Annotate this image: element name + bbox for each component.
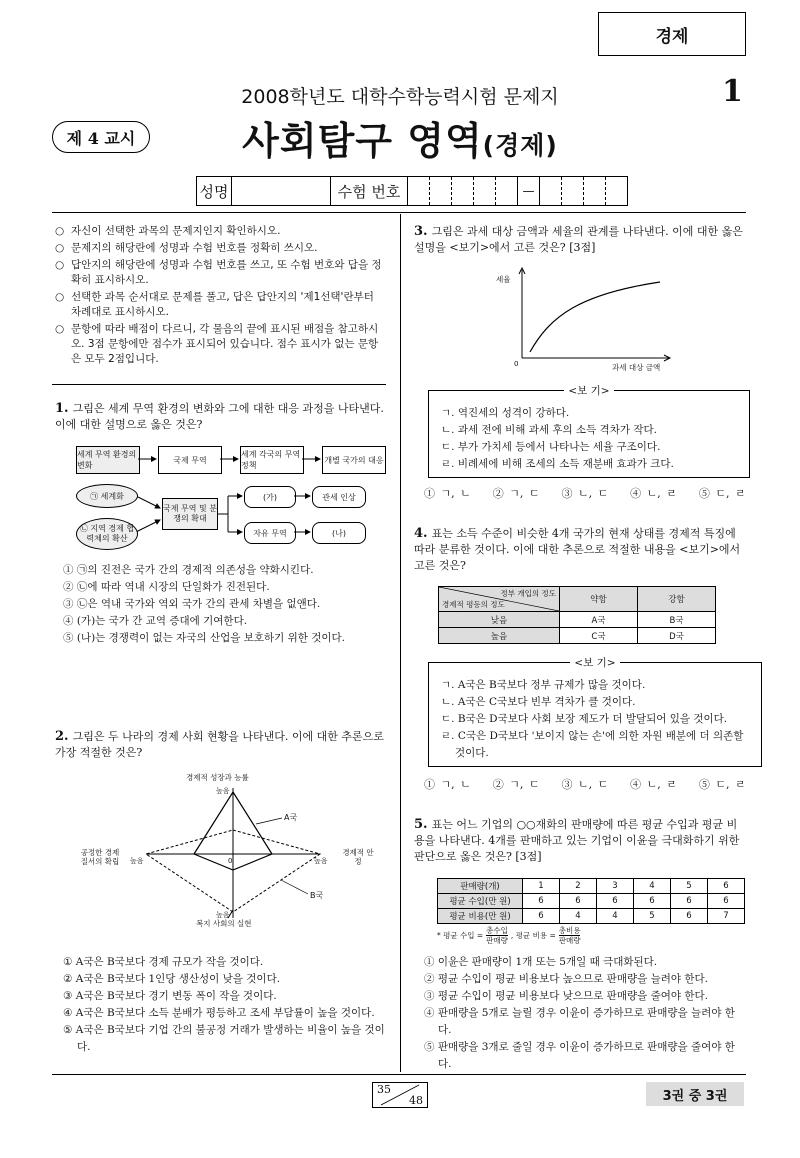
q4-text: 표는 소득 수준이 비슷한 4개 국가의 현재 상태를 경제적 특징에 따라 분류한 것이다. 이에 대한 추론으로 적절한 내용을 <보기>에서 고른 것은?: [414, 527, 741, 572]
axis-top-label: 경제적 성장과 능률: [186, 773, 249, 782]
y-axis-label: 세율: [496, 275, 511, 284]
instruction-item: ○ 답안지의 해당란에 성명과 수험 번호를 쓰고, 또 수험 번호와 답을 정확히 표시하시오.: [55, 259, 382, 286]
row-header: 평균 수입(만 원): [438, 894, 523, 909]
table-cell: 4: [560, 909, 597, 924]
choice-item[interactable]: ① A국은 B국보다 경제 규모가 작을 것이다.: [63, 956, 264, 968]
x-axis-label: 과세 대상 금액: [612, 363, 661, 372]
name-field[interactable]: [232, 177, 331, 205]
bogi-item: ㄷ. 부가 가치세 등에서 나타나는 세율 구조이다.: [441, 441, 661, 453]
q3-graph: [496, 266, 680, 376]
label-a: A국: [284, 813, 298, 822]
name-label: 성명: [197, 177, 232, 205]
oval-regional: ㉡ 지역 경제 협력체의 확산: [76, 518, 138, 550]
row-header: 낮음: [439, 612, 560, 628]
q1-text: 그림은 세계 무역 환경의 변화와 그에 대한 대응 과정을 나타낸다. 이에 대한 설명으로 옳은 것은?: [55, 402, 384, 431]
choice-item[interactable]: ⑤ (나)는 경쟁력이 없는 자국의 산업을 보호하기 위한 것이다.: [63, 632, 346, 644]
exam-no-digit[interactable]: [562, 177, 584, 205]
q4-number: 4.: [414, 526, 428, 541]
q3-text: 그림은 과세 대상 금액과 세율의 관계를 나타낸다. 이에 대한 옳은 설명을 <보기>에서 고른 것은? [3점]: [414, 225, 743, 254]
bogi-item: ㄹ. C국은 D국보다 '보이지 않는 손'에 의한 자원 배분에 더 의존할 것이다.: [441, 730, 744, 759]
q5-note: [437, 924, 747, 946]
row-header: 높음: [439, 628, 560, 644]
tick-top-high: 높음: [216, 787, 230, 795]
oval-globalization: ㉠ 세계화: [76, 484, 138, 508]
box-tariff: 관세 인상: [312, 486, 366, 508]
q3-bogi: [428, 385, 750, 478]
bogi-item: ㄱ. 역진세의 성격이 강하다.: [441, 407, 570, 419]
q2-stem: [55, 729, 387, 761]
choice-item[interactable]: ① ㉠의 진전은 국가 간의 경제적 의존성을 약화시킨다.: [63, 564, 314, 576]
table-cell: 4: [634, 879, 671, 894]
instruction-item: ○ 자신이 선택한 과목의 문제지인지 확인하시오.: [55, 225, 281, 237]
choice-item[interactable]: ⑤ 판매량을 3개로 줄일 경우 이윤이 증가하므로 판매량을 줄여야 한다.: [424, 1041, 735, 1070]
main-title-text: 사회탐구 영역: [242, 119, 483, 163]
table-row: [439, 628, 716, 644]
axis-bottom-label: 복지 사회의 실현: [196, 919, 252, 928]
table-row: [439, 612, 716, 628]
bogi-item: ㄹ. 비례세에 비해 조세의 소득 재분배 효과가 크다.: [441, 458, 674, 470]
table-cell: 3: [597, 879, 634, 894]
tick-bottom-high: 높음: [216, 911, 230, 919]
subject-box: [598, 12, 746, 56]
exam-title: 2008학년도 대학수학능력시험 문제지: [241, 86, 559, 108]
exam-no-digit[interactable]: [584, 177, 606, 205]
q1-number: 1.: [55, 401, 69, 416]
q5-number: 5.: [414, 817, 428, 832]
origin-label: 0: [228, 857, 233, 865]
choice-item[interactable]: ② ㉡에 따라 역내 시장의 단일화가 진전된다.: [63, 581, 270, 593]
exam-no-digit[interactable]: [430, 177, 452, 205]
instructions: [55, 224, 387, 369]
tick-right-high: 높음: [314, 857, 328, 865]
bogi-title: <보 기>: [570, 657, 619, 669]
fraction-revenue: [486, 926, 508, 945]
table-cell: C국: [560, 628, 638, 644]
exam-no-digit[interactable]: [408, 177, 430, 205]
table-cell: 6: [597, 894, 634, 909]
bogi-item: ㄴ. 과세 전에 비해 과세 후의 소득 격차가 작다.: [441, 424, 657, 436]
table-cell: A국: [560, 612, 638, 628]
flow-box-env: 세계 무역 환경의 변화: [76, 446, 140, 474]
instruction-item: ○ 문제지의 해당란에 성명과 수험 번호를 정확히 쓰시오.: [55, 242, 318, 254]
q1-choices: [63, 562, 389, 647]
fraction-num: 총비용: [558, 925, 581, 935]
note-prefix: * 평균 수입 =: [437, 930, 484, 940]
label-b: B국: [310, 891, 324, 900]
subject-label: 경제: [655, 26, 689, 47]
table-cell: 4: [597, 909, 634, 924]
tax-rate-curve: [500, 266, 680, 376]
col-header: 약함: [560, 587, 638, 612]
table-row: [438, 909, 745, 924]
table-row: [438, 879, 745, 894]
main-title: [0, 110, 800, 165]
exam-no-digit[interactable]: [474, 177, 496, 205]
flow-box-policy: 세계 각국의 무역 정책: [240, 446, 304, 474]
bogi-item: ㄱ. A국은 B국보다 정부 규제가 많을 것이다.: [441, 679, 646, 691]
choice-item[interactable]: ② A국은 B국보다 1인당 생산성이 낮을 것이다.: [63, 973, 281, 985]
footer-page-total: 48: [409, 1094, 423, 1107]
table-cell: 6: [671, 894, 708, 909]
exam-no-label: 수험 번호: [331, 177, 408, 205]
col-header: 강함: [638, 587, 716, 612]
choice-item[interactable]: ① 이윤은 판매량이 1개 또는 5개일 때 극대화된다.: [424, 956, 658, 968]
exam-no-dash: —: [518, 177, 540, 205]
footer-page-current: 35: [377, 1083, 391, 1096]
exam-no-digit[interactable]: [452, 177, 474, 205]
table-cell: 5: [671, 879, 708, 894]
q1-diagram: [76, 444, 386, 554]
q4-table: [438, 586, 716, 644]
fraction-den: 판매량: [558, 935, 581, 945]
fraction-num: 총수입: [486, 925, 508, 935]
table-cell: B국: [638, 612, 716, 628]
choice-item[interactable]: ⑤ A국은 B국보다 기업 간의 불공정 거래가 발생하는 비율이 높을 것이다.: [63, 1024, 385, 1053]
instruction-item: ○ 문항에 따라 배점이 다르니, 각 물음의 끝에 표시된 배점을 참고하시오. 3점 문항에만 점수가 표시되어 있습니다. 점수 표시가 없는 문항은 모두 2점입니다.: [55, 323, 379, 365]
box-ga: (가): [244, 486, 296, 508]
period-label: 제 4 교시: [66, 128, 136, 148]
choice-item[interactable]: ④ 판매량을 5개로 늘릴 경우 이윤이 증가하므로 판매량을 늘려야 한다.: [424, 1007, 735, 1036]
header-rule: [52, 212, 746, 213]
fraction-cost: [559, 926, 581, 945]
q3-stem: [414, 224, 746, 256]
id-row: [196, 176, 628, 206]
table-row: [438, 894, 745, 909]
bogi-title: <보 기>: [564, 385, 613, 397]
table-cell: 2: [560, 879, 597, 894]
table-cell: 6: [634, 894, 671, 909]
choice-item[interactable]: ④ A국은 B국보다 소득 분배가 평등하고 조세 부담률이 높을 것이다.: [63, 1007, 375, 1019]
note-mid: , 평균 비용 =: [510, 930, 556, 940]
exam-no-digit[interactable]: [606, 177, 627, 205]
table-cell: 6: [560, 894, 597, 909]
q1-stem: [55, 401, 387, 433]
axis-right-label: 경제적 안정: [342, 848, 374, 866]
table-cell: 5: [634, 909, 671, 924]
flow-box-trade: 국제 무역: [158, 446, 222, 474]
page-number: 1: [722, 74, 743, 109]
q2-number: 2.: [55, 729, 69, 744]
q4-bogi: [428, 657, 762, 767]
table-cell: D국: [638, 628, 716, 644]
choice-item[interactable]: ② 평균 수입이 평균 비용보다 높으므로 판매량을 늘려야 한다.: [424, 973, 708, 985]
center-box: 국제 무역 및 분쟁의 확대: [162, 498, 218, 530]
q4-stem: [414, 526, 746, 574]
q5-choices: [424, 954, 746, 1073]
row-header: 판매량(개): [438, 879, 523, 894]
flow-box-response: 개별 국가의 대응: [322, 446, 386, 474]
footer-rule: [52, 1074, 746, 1075]
table-cell: 1: [523, 879, 560, 894]
table-corner: [439, 587, 560, 612]
exam-no-digit[interactable]: [540, 177, 562, 205]
table-cell: 6: [523, 909, 560, 924]
column-divider: [400, 214, 401, 1072]
instruction-item: ○ 선택한 과목 순서대로 문제를 풀고, 답은 답안지의 '제1선택'란부터 차례대로 표시하시오.: [55, 291, 374, 318]
q3-options[interactable]: ① ㄱ, ㄴ ② ㄱ, ㄷ ③ ㄴ, ㄷ ④ ㄴ, ㄹ ⑤ ㄷ, ㄹ: [424, 487, 746, 500]
choice-item[interactable]: ③ ㉡은 역내 국가와 역외 국가 간의 관세 차별을 없앤다.: [63, 598, 321, 610]
main-title-sub: (경제): [482, 131, 558, 160]
box-free-trade: 자유 무역: [244, 522, 296, 544]
q5-stem: [414, 817, 746, 865]
table-cell: 7: [708, 909, 745, 924]
corner-top-label: 정부 개입의 정도: [500, 589, 556, 598]
choice-item[interactable]: ④ (가)는 국가 간 교역 증대에 기여한다.: [63, 615, 248, 627]
table-cell: 6: [671, 909, 708, 924]
exam-no-digit[interactable]: [496, 177, 518, 205]
box-na: (나): [312, 522, 366, 544]
notes-rule: [52, 384, 386, 385]
q5-table: [437, 878, 745, 924]
choice-item[interactable]: ③ 평균 수입이 평균 비용보다 낮으므로 판매량을 줄여야 한다.: [424, 990, 708, 1002]
table-cell: 6: [523, 894, 560, 909]
tick-left-high: 높음: [130, 857, 144, 865]
corner-bottom-label: 경제적 평등의 정도: [442, 600, 505, 609]
fraction-den: 판매량: [486, 935, 508, 945]
row-header: 평균 비용(만 원): [438, 909, 523, 924]
q4-options[interactable]: ① ㄱ, ㄴ ② ㄱ, ㄷ ③ ㄴ, ㄷ ④ ㄴ, ㄹ ⑤ ㄷ, ㄹ: [424, 778, 746, 791]
q3-number: 3.: [414, 224, 428, 239]
footer-volume: 3권 중 3권: [646, 1082, 744, 1106]
q2-choices: [63, 954, 389, 1056]
q2-text: 그림은 두 나라의 경제 사회 현황을 나타낸다. 이에 대한 추론으로 가장 적절한 것은?: [55, 730, 384, 759]
axis-left-label: 공정한 경제 질서의 확립: [80, 848, 120, 866]
footer-page-box: [372, 1082, 428, 1108]
q5-text: 표는 어느 기업의 ○○재화의 판매량에 따른 평균 수입과 평균 비용을 나타낸다. 4개를 판매하고 있는 기업이 이윤을 극대화하기 위한 판단으로 옳은 것은? [3점]: [414, 818, 740, 863]
q2-radar: [76, 770, 376, 942]
table-cell: 6: [708, 879, 745, 894]
bogi-item: ㄷ. B국은 D국보다 사회 보장 제도가 더 발달되어 있을 것이다.: [441, 713, 728, 725]
bogi-item: ㄴ. A국은 C국보다 빈부 격차가 클 것이다.: [441, 696, 636, 708]
table-cell: 6: [708, 894, 745, 909]
origin-label: 0: [514, 360, 519, 368]
choice-item[interactable]: ③ A국은 B국보다 경기 변동 폭이 작을 것이다.: [63, 990, 277, 1002]
